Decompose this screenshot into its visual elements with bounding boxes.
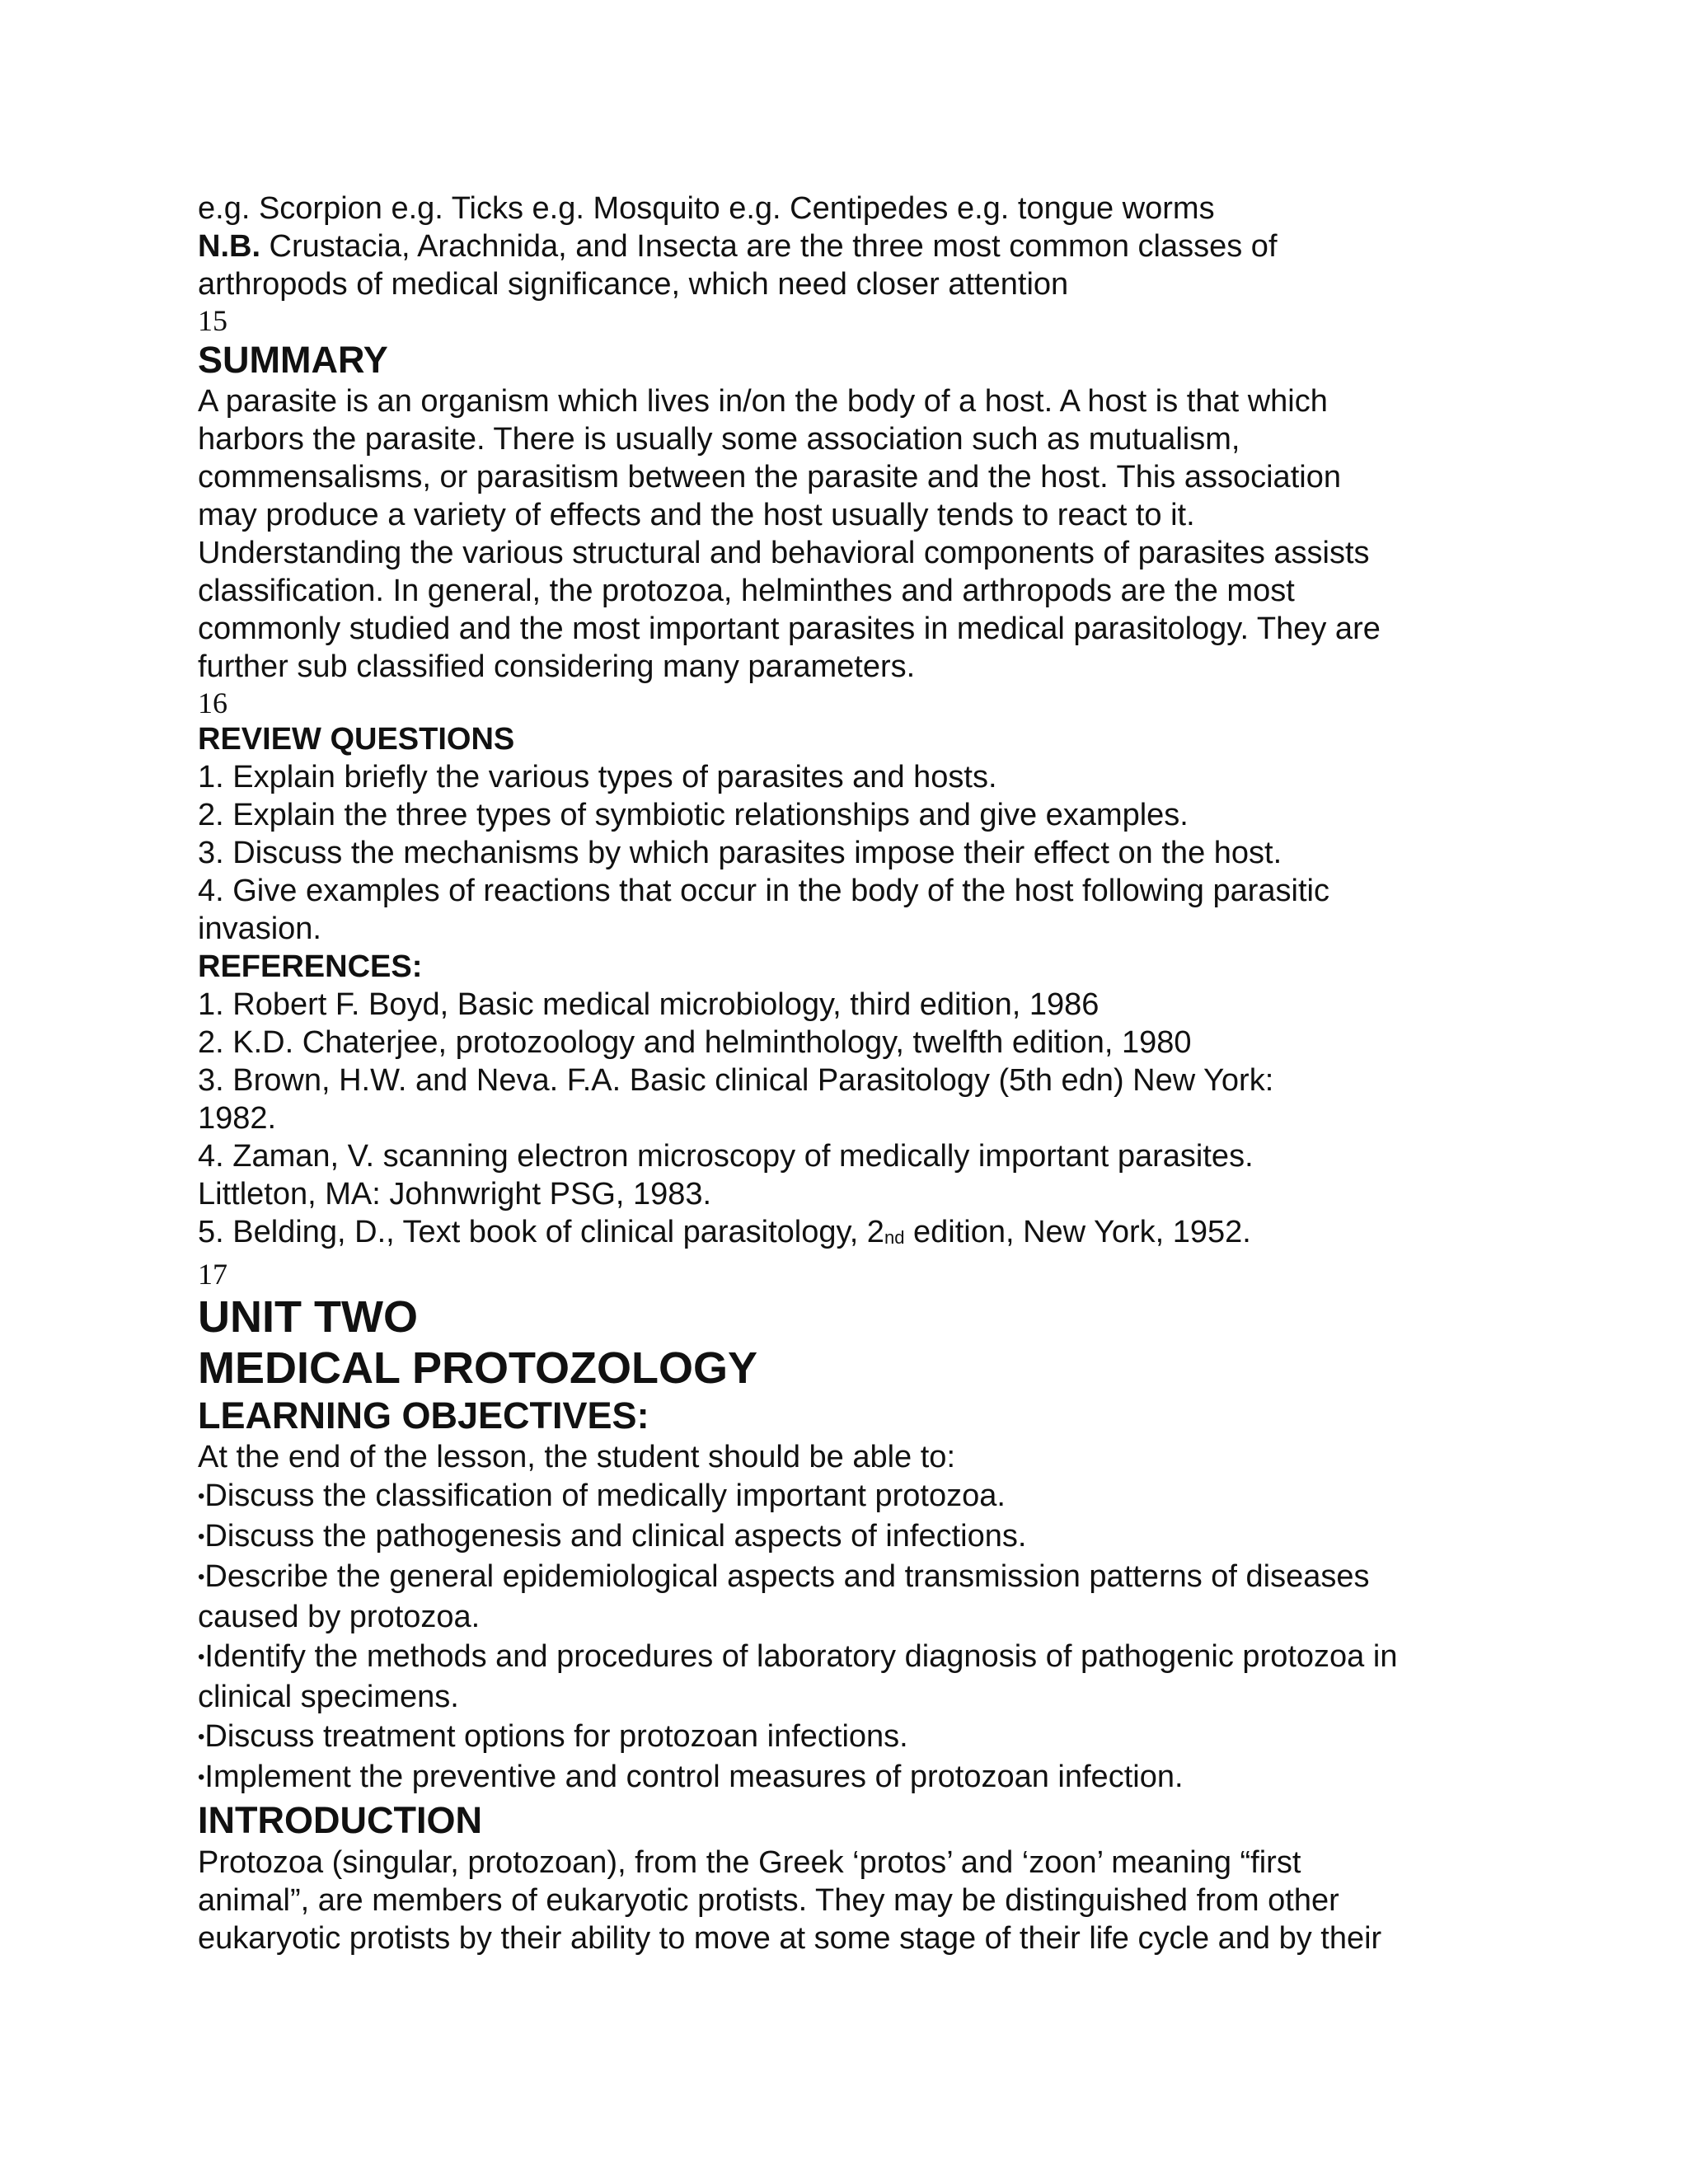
summary-line: harbors the parasite. There is usually some association such as mutualism, [198,422,1240,457]
introduction-line: Protozoa (singular, protozoan), from the Greek ‘protos’ and ‘zoon’ meaning “first [198,1845,1301,1880]
unit-heading: UNIT TWO [198,1292,418,1342]
summary-line: may produce a variety of effects and the host usually tends to react to it. [198,498,1195,532]
nota-bene-line [198,227,1484,265]
review-question: 3. Discuss the mechanisms by which parasites impose their effect on the host. [198,836,1282,870]
examples-line: e.g. Scorpion e.g. Ticks e.g. Mosquito e.g. Centipedes e.g. tongue worms [198,191,1215,226]
page-number-16: 16 [198,687,227,719]
summary-line: commonly studied and the most important parasites in medical parasitology. They are [198,612,1381,646]
summary-line: further sub classified considering many parameters. [198,649,916,684]
page-number-17: 17 [198,1258,227,1291]
reference-item: 1982. [198,1101,277,1136]
objectives-intro: At the end of the lesson, the student should be able to: [198,1440,955,1474]
review-question: invasion. [198,912,321,946]
reference-item: 2. K.D. Chaterjee, protozoology and helminthology, twelfth edition, 1980 [198,1025,1192,1060]
review-question: 1. Explain briefly the various types of parasites and hosts. [198,760,997,794]
reference-item: Littleton, MA: Johnwright PSG, 1983. [198,1177,712,1212]
bullet-icon: • [198,1485,205,1507]
unit-title: MEDICAL PROTOZOLOGY [198,1343,758,1393]
summary-heading: SUMMARY [198,339,388,381]
objective-item: •Implement the preventive and control measures of protozoan infection. [198,1760,1184,1794]
objective-item: •Discuss the pathogenesis and clinical aspects of infections. [198,1519,1027,1554]
introduction-line: animal”, are members of eukaryotic protists. They may be distinguished from other [198,1883,1339,1918]
bullet-icon: • [198,1566,205,1588]
objective-item: •Identify the methods and procedures of laboratory diagnosis of pathogenic protozoa in [198,1639,1398,1674]
nota-bene-line-2: arthropods of medical significance, which need closer attention [198,267,1069,302]
reference-item-5 [198,1213,1484,1257]
bullet-icon: • [198,1646,205,1668]
review-question: 4. Give examples of reactions that occur in the body of the host following parasitic [198,874,1329,908]
objective-item: •Discuss treatment options for protozoan infections. [198,1719,908,1754]
nota-bene-label: N.B. [198,229,260,264]
bullet-icon: • [198,1766,205,1788]
reference-5-text: 5. Belding, D., Text book of clinical parasitology, 2 [198,1215,884,1249]
document-page [198,190,1484,1957]
objective-item-continued: caused by protozoa. [198,1600,481,1634]
reference-item: 3. Brown, H.W. and Neva. F.A. Basic clinical Parasitology (5th edn) New York: [198,1063,1274,1098]
introduction-line: eukaryotic protists by their ability to move at some stage of their life cycle and by their [198,1921,1382,1956]
introduction-heading: INTRODUCTION [198,1799,482,1841]
objective-item: •Describe the general epidemiological aspects and transmission patterns of diseases [198,1559,1370,1594]
learning-objectives-heading: LEARNING OBJECTIVES: [198,1394,649,1436]
bullet-icon: • [198,1526,205,1548]
nota-bene-text: Crustacia, Arachnida, and Insecta are the three most common classes of [260,229,1278,264]
summary-line: A parasite is an organism which lives in/on the body of a host. A host is that which [198,384,1328,419]
objective-item-continued: clinical specimens. [198,1680,459,1714]
bullet-icon: • [198,1726,205,1748]
review-question: 2. Explain the three types of symbiotic relationships and give examples. [198,798,1189,832]
page-number-15: 15 [198,304,227,337]
summary-line: classification. In general, the protozoa, helminthes and arthropods are the most [198,574,1295,608]
references-heading: REFERENCES: [198,949,423,984]
reference-5-text-end: edition, New York, 1952. [904,1215,1251,1249]
summary-line: Understanding the various structural and behavioral components of parasites assists [198,536,1370,570]
reference-item: 1. Robert F. Boyd, Basic medical microbiology, third edition, 1986 [198,987,1100,1022]
summary-line: commensalisms, or parasitism between the parasite and the host. This association [198,460,1341,494]
objective-item: •Discuss the classification of medically important protozoa. [198,1479,1006,1513]
ordinal-suffix: nd [884,1227,905,1248]
review-questions-heading: REVIEW QUESTIONS [198,722,515,757]
reference-item: 4. Zaman, V. scanning electron microscopy of medically important parasites. [198,1139,1254,1174]
